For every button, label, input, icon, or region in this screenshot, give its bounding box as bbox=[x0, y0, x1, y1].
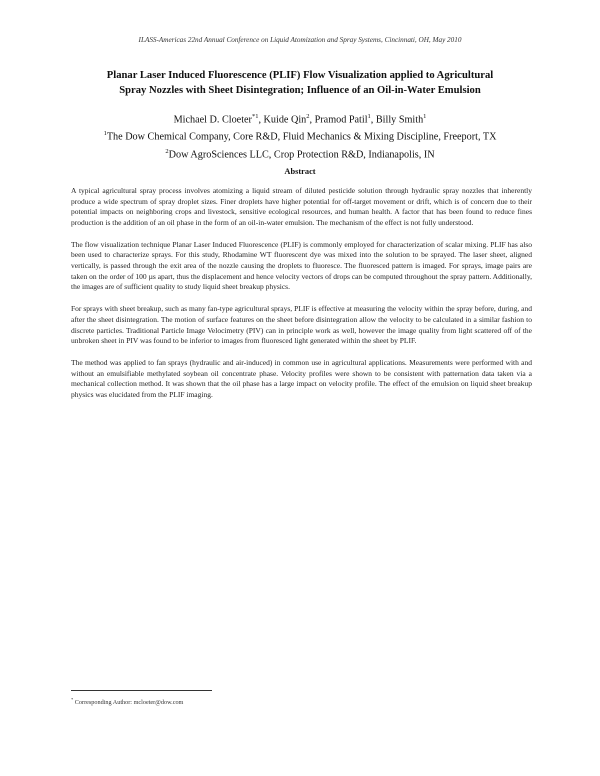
paper-title bbox=[60, 68, 540, 98]
title-line-2: Spray Nozzles with Sheet Disintegration; Influence of an Oil-in-Water Emulsion bbox=[119, 85, 481, 96]
abstract-paragraph: A typical agricultural spray process involves atomizing a liquid stream of diluted pesticide solution through hydraulic spray nozzles that inherently produce a wide spectrum of spray droplet sizes. Finer droplets have higher potential for off-target movement or drift, which is of concern due to their potential impacts on neighboring crops and livestock, sensitive ecological resources, and human health. A factor that has been found to reduce fines production is the addition of an oil phase in the form of an oil-in-water emulsion. The mechanism of the effect is not fully understood. bbox=[71, 186, 532, 227]
footnote-marker: * bbox=[71, 697, 74, 702]
footnote-text: Corresponding Author: mcloeter@dow.com bbox=[74, 699, 184, 707]
author-name: Billy Smith bbox=[375, 114, 424, 126]
affiliation-2: $^2$Dow AgroSciences LLC, Crop Protection R&D, Indianapolis, IN bbox=[165, 147, 435, 161]
abstract-paragraph: The method was applied to fan sprays (hydraulic and air-induced) in common use in agricultural applications. Measurements were performed with and without an emulsifiable methylated soybean oil concentrate phase. Velocity profiles were shown to be consistent with patternation data taken via a mechanical collection method. It was shown that the oil phase has a large impact on velocity profile. The effect of the emulsion on liquid sheet breakup physics was elucidated from the PLIF imaging. bbox=[71, 358, 532, 399]
affiliation-1: $^1$The Dow Chemical Company, Core R&D, Fluid Mechanics & Mixing Discipline, Freeport, TX bbox=[103, 130, 497, 143]
author-sup: *1 bbox=[251, 113, 259, 120]
author-sup: 2 bbox=[306, 113, 310, 120]
running-header: ILASS-Americas 22nd Annual Conference on Liquid Atomization and Spray Systems, Cincinnati, OH, May 2010 bbox=[138, 36, 462, 44]
author-name: Kuide Qin bbox=[263, 114, 307, 126]
author-name: Pramod Patil bbox=[314, 114, 368, 126]
footnote bbox=[71, 697, 183, 706]
title-line-1: Planar Laser Induced Fluorescence (PLIF) Flow Visualization applied to Agricultural bbox=[106, 70, 494, 81]
author-sup: 1 bbox=[423, 113, 427, 120]
author-name: Michael D. Cloeter bbox=[173, 114, 252, 126]
author-sup: 1 bbox=[367, 113, 371, 120]
abstract-body bbox=[71, 186, 532, 412]
author-list: Michael D. Cloeter$^{*1}$, Kuide Qin$^2$, Pramod Patil$^1$, Billy Smith$^1$ bbox=[173, 113, 427, 126]
abstract-heading: Abstract bbox=[284, 167, 316, 176]
footnote-divider bbox=[71, 690, 212, 691]
abstract-paragraph: For sprays with sheet breakup, such as many fan-type agricultural sprays, PLIF is effective at measuring the velocity within the spray before, during, and after the sheet disintegration. The motion of surface features on the sheet before disintegration allow the velocity to be calculated in a similar fashion to discrete particles. Traditional Particle Image Velocimetry (PIV) can in principle work as well, however the image quality from light scattered off of the unbroken sheet in PIV was found to be inferior to images from fluoresced light generated within the sheet by PLIF. bbox=[71, 304, 532, 346]
author-block bbox=[40, 110, 560, 162]
abstract-paragraph: The flow visualization technique Planar Laser Induced Fluorescence (PLIF) is commonly employed for characterization of scalar mixing. PLIF has also been used to characterize sprays. For this study, Rhodamine WT fluorescent dye was mixed into the solution to be sprayed. The laser sheet, aligned vertically, is passed through the exit area of the nozzle causing the droplets to fluoresce. The fluoresced pattern is imaged. For sprays, image pairs are taken on the order of 100 µs apart, thus the displacement and hence velocity vectors of drops can be computed throughout the spray pattern. Additionally, the images are of sufficient quality to study liquid sheet breakup physics. bbox=[71, 239, 532, 292]
